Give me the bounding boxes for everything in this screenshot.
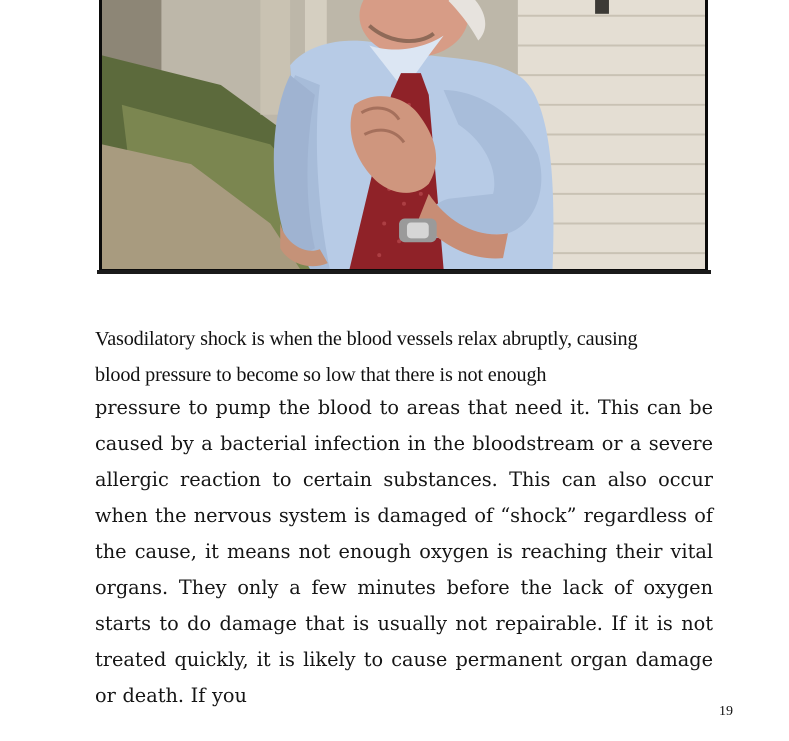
photo-bottom-border [97,270,711,274]
photo-illustration [102,0,705,269]
intro-paragraph [95,322,715,393]
body-line: the cause, it means not enough oxygen is reaching their vital [95,540,713,563]
body-line: or death. If you [95,684,247,707]
body-line: pressure to pump the blood to areas that need it. This can be [95,396,713,419]
body-line: treated quickly, it is likely to cause permanent organ damage [95,648,713,671]
intro-line: blood pressure to become so low that there is not enough [95,363,547,386]
body-line: organs. They only a few minutes before the lack of oxygen [95,576,713,599]
body-line: caused by a bacterial infection in the bloodstream or a severe [95,432,713,455]
body-line: starts to do damage that is usually not repairable. If it is not [95,612,713,635]
page-number: 19 [719,704,733,719]
body-paragraph [95,390,713,714]
body-line: allergic reaction to certain substances. This can also occur [95,468,713,491]
chest-pain-photo [99,0,708,272]
intro-line: Vasodilatory shock is when the blood vessels relax abruptly, causing [95,328,638,350]
body-line: when the nervous system is damaged of “shock” regardless of [95,504,713,527]
